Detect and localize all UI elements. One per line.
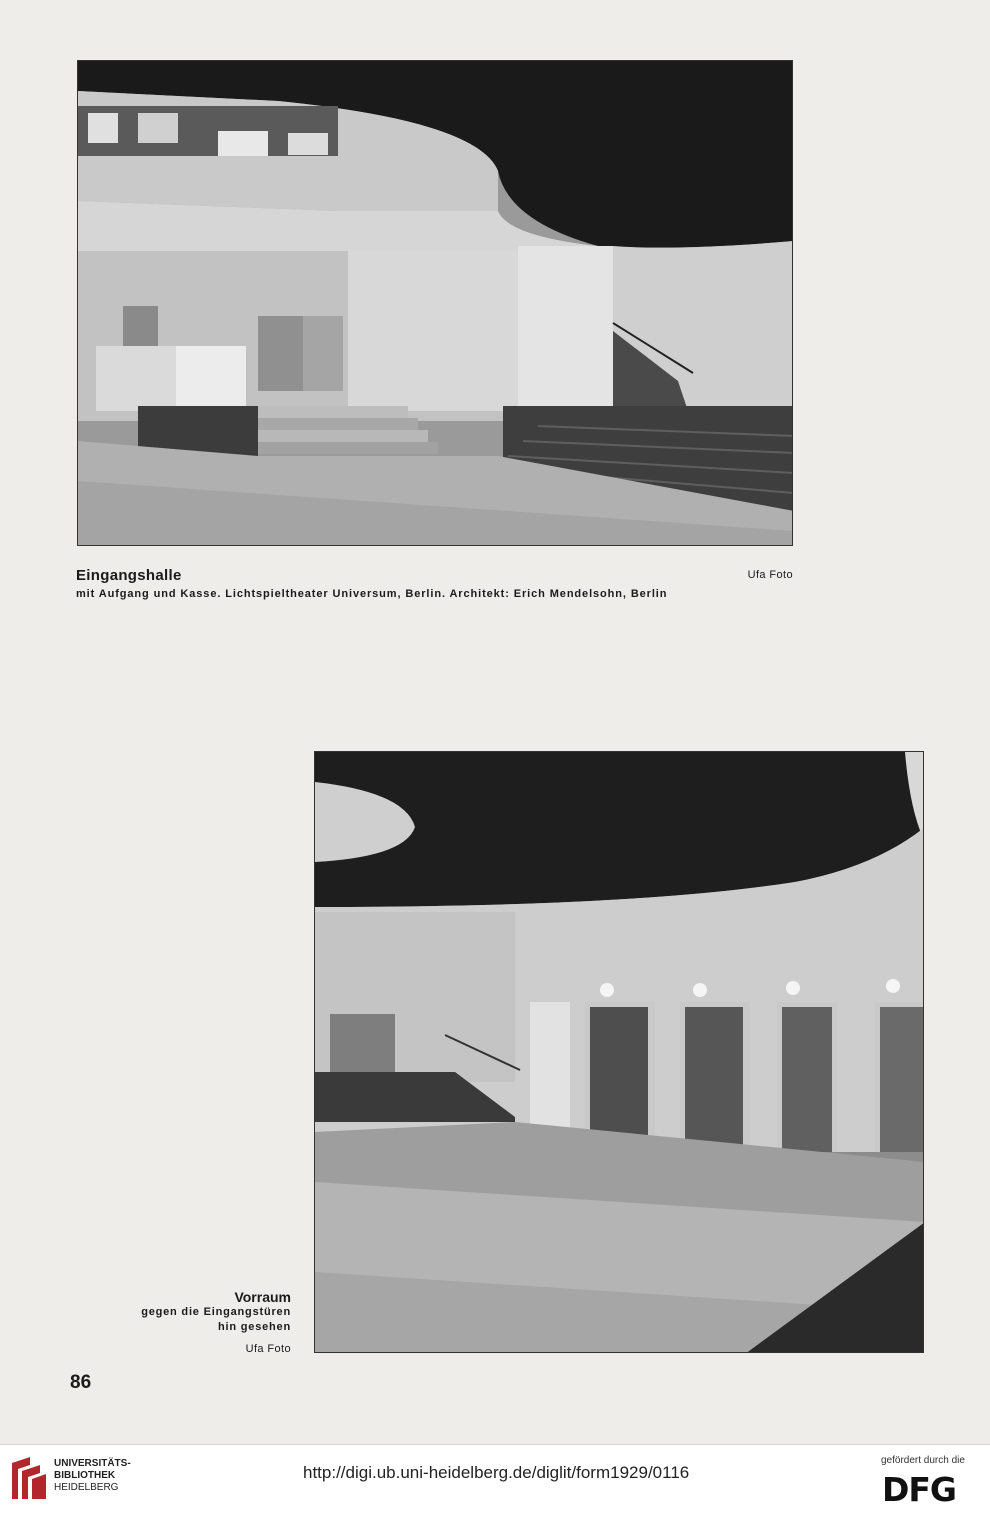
figure1-subtitle: mit Aufgang und Kasse. Lichtspieltheater Universum, Berlin. Architekt: Erich Mendelsohn, Berlin <box>76 588 668 600</box>
university-library-logo-icon <box>10 1455 48 1506</box>
figure2-caption-line1: gegen die Eingangstüren <box>141 1306 291 1318</box>
figure1-title: Eingangshalle <box>76 567 182 584</box>
library-name-line1: UNIVERSITÄTS- <box>54 1458 131 1469</box>
funding-label: gefördert durch die <box>881 1455 965 1466</box>
library-name-line3: HEIDELBERG <box>54 1482 119 1493</box>
figure2-credit: Ufa Foto <box>245 1343 291 1355</box>
photo-eingangshalle <box>77 60 793 546</box>
figure2-title: Vorraum <box>234 1289 291 1305</box>
figure1-credit: Ufa Foto <box>747 569 793 581</box>
library-name-line2: BIBLIOTHEK <box>54 1470 116 1481</box>
dfg-logo: DFG <box>882 1470 957 1509</box>
library-name <box>54 1458 131 1494</box>
figure2-caption-line2: hin gesehen <box>218 1321 291 1333</box>
permalink-url[interactable]: http://digi.ub.uni-heidelberg.de/diglit/form1929/0116 <box>303 1463 690 1482</box>
page-number: 86 <box>70 1372 92 1393</box>
photo-vorraum <box>314 751 924 1353</box>
